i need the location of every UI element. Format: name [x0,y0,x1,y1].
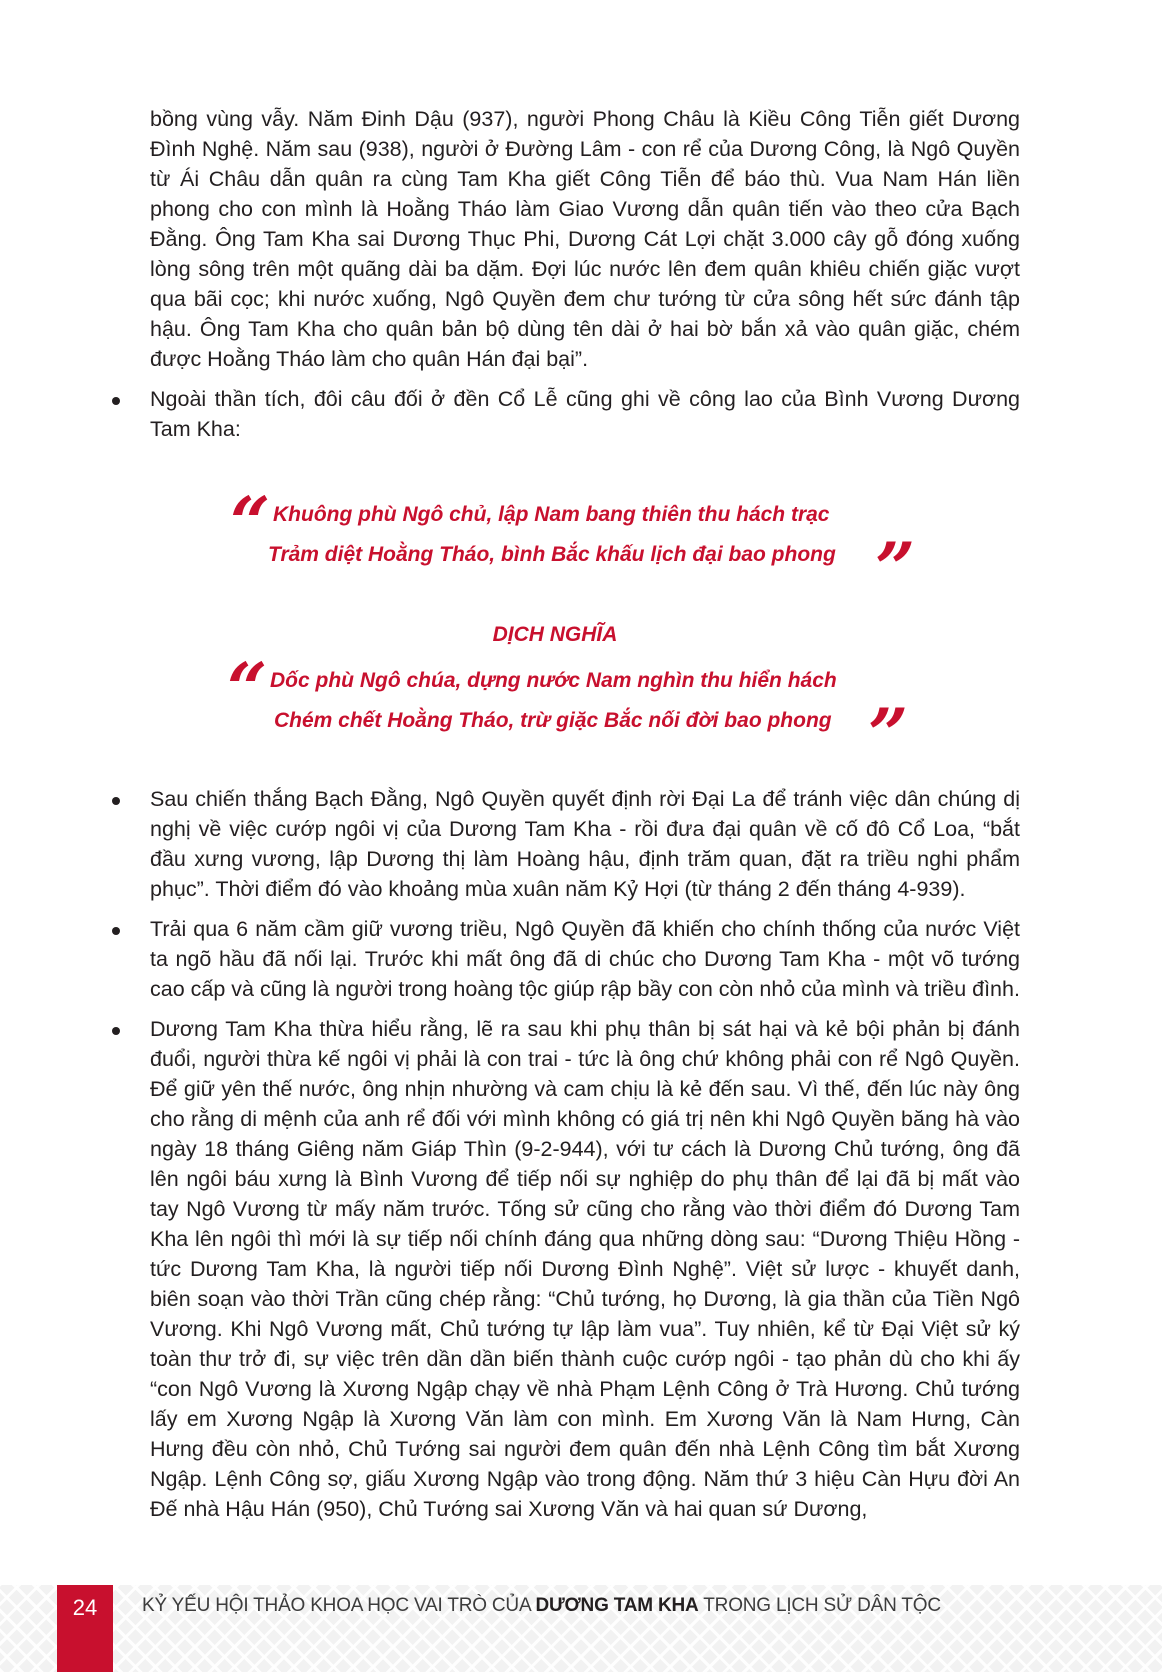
close-quote-icon: ” [875,527,916,610]
couplet-line-2: Trảm diệt Hoằng Tháo, bình Bắc khấu lịch đại bao phong [268,543,836,566]
list-item [150,384,1020,444]
close-quote-icon: ” [868,693,909,776]
translation-title: DỊCH NGHĨA [492,623,618,646]
list-item [150,784,1020,904]
couplet-line-1: Khuông phù Ngô chủ, lập Nam bang thiên thu hách trạc [273,503,830,526]
list-item [150,1014,1020,1524]
list-item-text: Dương Tam Kha thừa hiểu rằng, lẽ ra sau khi phụ thân bị sát hại và kẻ bội phản bị đánh đuổi, người thừa kế ngôi vị phải là con trai - tức là ông chứ không phải con rể Ngô Quyền. Để giữ yên thế nước, ông nhịn nhường và cam chịu là kẻ đến sau. Vì thế, đến lúc này ông cho rằng di mệnh của anh rể đối với mình không có giá trị nên khi Ngô Quyền băng hà vào ngày 18 tháng Giêng năm Giáp Thìn (9-2-944), với tư cách là Dương Chủ tướng, ông đã lên ngôi báu xưng là Bình Vương để tiếp nối sự nghiệp do phụ thân để lại đã bị mất vào tay Ngô Vương từ mấy năm trước. Tống sử cũng cho rằng vào thời điểm đó Dương Tam Kha lên ngôi thì mới là sự tiếp nối chính đáng qua những dòng sau: “Dương Thiệu Hồng - tức Dương Tam Kha, là người tiếp nối Dương Đình Nghệ”. Việt sử lược - khuyết danh, biên soạn vào thời Trần cũng chép rằng: “Chủ tướng, họ Dương, là gia thần của Tiền Ngô Vương. Khi Ngô Vương mất, Chủ tướng tự lập làm vua”. Tuy nhiên, kể từ Đại Việt sử ký toàn thư trở đi, sự việc trên dần dần biến thành cuộc cướp ngôi - tạo phản dù cho khi ấy “con Ngô Vương là Xương Ngập chạy về nhà Phạm Lệnh Công ở Trà Hương. Chủ tướng lấy em Xương Ngập là Xương Văn làm con mình. Em Xương Văn là Nam Hưng, Càn Hưng đều còn nhỏ, Chủ Tướng sai người đem quân đến nhà Lệnh Công tìm bắt Xương Ngập. Lệnh Công sợ, giấu Xương Ngập vào trong động. Năm thứ 3 hiệu Càn Hựu đời An Đế nhà Hậu Hán (950), Chủ Tướng sai Xương Văn và hai quan sứ Dương, [150,1017,1020,1521]
running-title-bold: DƯƠNG TAM KHA [535,1595,699,1616]
bullet-dot [112,797,120,805]
open-quote-icon: “ [227,647,268,730]
list-item-text: Ngoài thần tích, đôi câu đối ở đền Cổ Lễ cũng ghi về công lao của Bình Vương Dương Tam Kha: [150,387,1020,441]
page-number: 24 [57,1585,113,1672]
running-title [142,1595,941,1617]
bullet-dot [112,397,120,405]
list-item-text: Trải qua 6 năm cầm giữ vương triều, Ngô Quyền đã khiến cho chính thống của nước Việt ta ngõ hầu đã nối lại. Trước khi mất ông đã di chúc cho Dương Tam Kha - một võ tướng cao cấp và cũng là người trong hoàng tộc giúp rập bầy con còn nhỏ của mình và triều đình. [150,917,1020,1001]
list-item [150,914,1020,1004]
translation-line-1: Dốc phù Ngô chúa, dựng nước Nam nghìn thu hiển hách [270,669,837,692]
bullet-dot [112,927,120,935]
couplet-quote [150,454,1020,784]
bullet-dot [112,1027,120,1035]
list-item-text: Sau chiến thắng Bạch Đằng, Ngô Quyền quyết định rời Đại La để tránh việc dân chúng dị nghị về việc cướp ngôi vị của Dương Tam Kha - rồi đưa đại quân về cố đô Cổ Loa, “bắt đầu xưng vương, lập Dương thị làm Hoàng hậu, định trăm quan, đặt ra triều nghi phẩm phục”. Thời điểm đó vào khoảng mùa xuân năm Kỷ Hợi (từ tháng 2 đến tháng 4-939). [150,787,1020,901]
page-footer [0,1585,1162,1672]
paragraph: bồng vùng vẫy. Năm Đinh Dậu (937), người Phong Châu là Kiều Công Tiễn giết Dương Đình Nghệ. Năm sau (938), người ở Đường Lâm - con rể của Dương Công, là Ngô Quyền từ Ái Châu dẫn quân ra cùng Tam Kha giết Công Tiễn để báo thù. Vua Nam Hán liền phong cho con mình là Hoằng Tháo làm Giao Vương dẫn quân tiến vào theo cửa Bạch Đằng. Ông Tam Kha sai Dương Thục Phi, Dương Cát Lợi chặt 3.000 cây gỗ đóng xuống lòng sông trên một quãng dài ba dặm. Đợi lúc nước lên đem quân khiêu chiến giặc vượt qua bãi cọc; khi nước xuống, Ngô Quyền đem chư tướng từ cửa sông hết sức đánh tập hậu. Ông Tam Kha cho quân bản bộ dùng tên dài ở hai bờ bắn xả vào quân giặc, chém được Hoằng Tháo làm cho quân Hán đại bại”. [150,107,1020,371]
body-text [150,104,1020,1534]
running-title-suffix: TRONG LỊCH SỬ DÂN TỘC [698,1595,941,1616]
translation-line-2: Chém chết Hoằng Tháo, trừ giặc Bắc nối đời bao phong [274,709,832,732]
open-quote-icon: “ [230,481,271,564]
running-title-prefix: KỶ YẾU HỘI THẢO KHOA HỌC VAI TRÒ CỦA [142,1595,536,1616]
